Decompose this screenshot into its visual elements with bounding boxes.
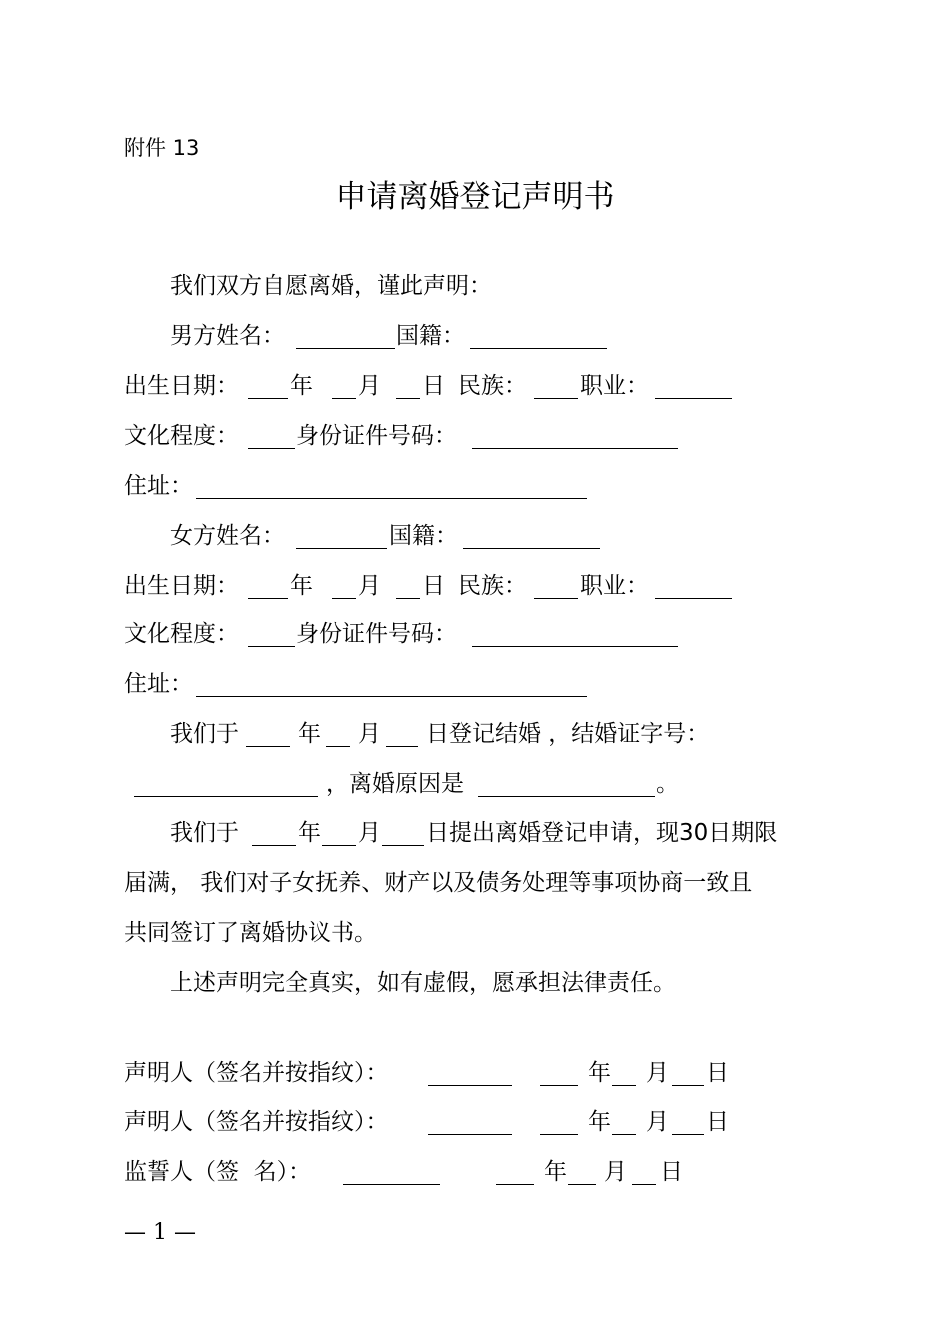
supervisor-year-field[interactable] (496, 1158, 534, 1185)
male-ethnicity-field[interactable] (534, 372, 578, 399)
female-birth-day-field[interactable] (396, 572, 420, 599)
male-nationality-field[interactable] (470, 322, 607, 349)
signature-month-field[interactable] (612, 1108, 636, 1135)
month-label: 月 (358, 573, 381, 599)
female-name-field[interactable] (296, 522, 387, 549)
month-label: 月 (646, 1060, 669, 1086)
application-suffix: 日提出离婚登记申请，现30日期限 (426, 820, 778, 846)
male-occupation-label: 职业： (580, 373, 649, 399)
signature-day-field[interactable] (672, 1059, 704, 1086)
declaration-text: 上述声明完全真实，如有虚假，愿承担法律责任。 (170, 970, 676, 996)
female-occupation-label: 职业： (580, 573, 649, 599)
year-label: 年 (588, 1109, 611, 1135)
reason-label: ，离婚原因是 (326, 771, 464, 797)
male-birth-year-field[interactable] (248, 372, 288, 399)
male-birth-day-field[interactable] (396, 372, 420, 399)
month-label: 月 (358, 820, 381, 846)
female-ethnicity-field[interactable] (534, 572, 578, 599)
female-education-field[interactable] (248, 620, 295, 647)
application-prefix: 我们于 (170, 820, 239, 846)
marriage-year-field[interactable] (246, 720, 290, 747)
year-label: 年 (544, 1159, 567, 1185)
signature-label: 声明人（签名并按指纹）： (124, 1109, 389, 1135)
male-address-field[interactable] (196, 472, 587, 499)
female-address-label: 住址： (124, 671, 193, 697)
female-birth-year-field[interactable] (248, 572, 288, 599)
male-birth-month-field[interactable] (332, 372, 356, 399)
female-name-label: 女方姓名： (170, 523, 285, 549)
signature-month-field[interactable] (612, 1059, 636, 1086)
day-label: 日 (660, 1159, 683, 1185)
month-label: 月 (358, 721, 381, 747)
supervisor-label: 监誓人（签 名）： (124, 1159, 312, 1185)
female-nationality-label: 国籍： (389, 523, 458, 549)
marriage-suffix: 日登记结婚 ，结婚证字号： (426, 721, 710, 747)
male-birth-label: 出生日期： (124, 373, 239, 399)
year-label: 年 (588, 1060, 611, 1086)
reason-field[interactable] (478, 770, 655, 797)
year-label: 年 (298, 721, 321, 747)
female-id-field[interactable] (472, 620, 678, 647)
marriage-certificate-field[interactable] (134, 770, 318, 797)
year-label: 年 (290, 373, 313, 399)
page-number: — 1 — (124, 1220, 196, 1245)
marriage-prefix: 我们于 (170, 721, 239, 747)
male-id-label: 身份证件号码： (296, 423, 457, 449)
male-education-field[interactable] (248, 422, 295, 449)
year-label: 年 (290, 573, 313, 599)
document-title: 申请离婚登记声明书 (335, 179, 615, 215)
signature-day-field[interactable] (672, 1108, 704, 1135)
day-label: 日 (422, 573, 445, 599)
month-label: 月 (604, 1159, 627, 1185)
male-education-label: 文化程度： (124, 423, 239, 449)
female-occupation-field[interactable] (655, 572, 732, 599)
female-nationality-field[interactable] (463, 522, 600, 549)
male-nationality-label: 国籍： (396, 323, 465, 349)
male-name-label: 男方姓名： (170, 323, 285, 349)
female-ethnicity-label: 民族： (458, 573, 527, 599)
female-birth-month-field[interactable] (332, 572, 356, 599)
male-ethnicity-label: 民族： (458, 373, 527, 399)
month-label: 月 (646, 1109, 669, 1135)
application-day-field[interactable] (382, 819, 424, 846)
supervisor-day-field[interactable] (632, 1158, 656, 1185)
application-line-2: 届满， 我们对子女抚养、财产以及债务处理等事项协商一致且 (124, 870, 753, 896)
day-label: 日 (706, 1109, 729, 1135)
signature-label: 声明人（签名并按指纹）： (124, 1060, 389, 1086)
application-line-3: 共同签订了离婚协议书。 (124, 920, 377, 946)
female-birth-label: 出生日期： (124, 573, 239, 599)
intro-text: 我们双方自愿离婚，谨此声明： (170, 273, 492, 299)
supervisor-month-field[interactable] (568, 1158, 596, 1185)
female-address-field[interactable] (196, 670, 587, 697)
application-year-field[interactable] (252, 819, 296, 846)
supervisor-field[interactable] (343, 1158, 440, 1185)
day-label: 日 (706, 1060, 729, 1086)
male-address-label: 住址： (124, 473, 193, 499)
female-id-label: 身份证件号码： (296, 621, 457, 647)
month-label: 月 (358, 373, 381, 399)
signature-year-field[interactable] (540, 1059, 578, 1086)
year-label: 年 (298, 820, 321, 846)
signature-field[interactable] (428, 1059, 512, 1086)
signature-year-field[interactable] (540, 1108, 578, 1135)
male-name-field[interactable] (296, 322, 395, 349)
female-education-label: 文化程度： (124, 621, 239, 647)
marriage-month-field[interactable] (326, 720, 350, 747)
day-label: 日 (422, 373, 445, 399)
marriage-day-field[interactable] (386, 720, 418, 747)
period-mark: 。 (656, 771, 679, 797)
signature-field[interactable] (428, 1108, 512, 1135)
attachment-label: 附件 13 (124, 136, 200, 160)
male-id-field[interactable] (472, 422, 678, 449)
male-occupation-field[interactable] (655, 372, 732, 399)
application-month-field[interactable] (322, 819, 356, 846)
